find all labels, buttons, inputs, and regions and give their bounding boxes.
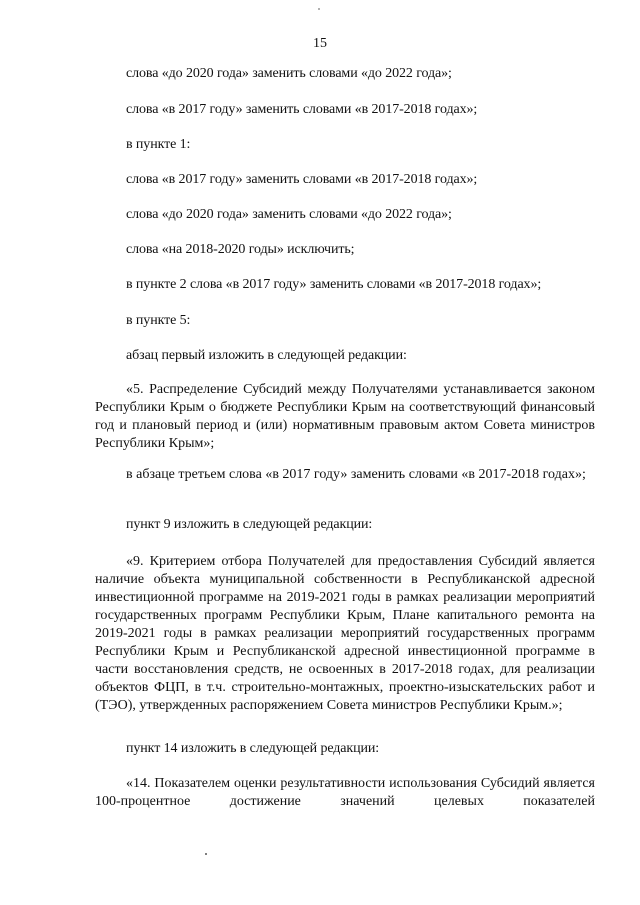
text-line: в пункте 1: xyxy=(126,137,191,152)
paragraph-9: «9. Критерием отбора Получателей для предоставления Субсидий является наличие объекта муниципальной собственности в Республиканской адресной инвестиционной программе на 2019-2021 годы в рамках реализации мероприятий государственных программ Республики Крым, Плане капитального ремонта на 2019-2021 годы в рамках реализации мероприятий государственных программ Республики Крым и Республиканской адресной инвестиционной программе в части восстановления средств, не освоенных в 2017-2018 годах, для реализации объектов ФЦП, в т.ч. строительно-монтажных, проектно-изыскательских работ и (ТЭО), утвержденных распоряжением Совета министров Республики Крым.»; xyxy=(95,554,595,713)
scan-speck xyxy=(318,8,320,10)
text-line: слова «до 2020 года» заменить словами «до 2022 года»; xyxy=(126,207,452,222)
text-line: абзац первый изложить в следующей редакции: xyxy=(126,348,407,363)
text-line: слова «до 2020 года» заменить словами «до 2022 года»; xyxy=(126,66,452,81)
paragraph-14: «14. Показателем оценки результативности использования Субсидий является 100-процентное достижение значений целевых показателей xyxy=(95,776,595,809)
text-line: слова «в 2017 году» заменить словами «в 2017-2018 годах»; xyxy=(126,172,478,187)
text-line: в пункте 5: xyxy=(126,313,191,328)
text-line: в пункте 2 слова «в 2017 году» заменить словами «в 2017-2018 годах»; xyxy=(126,277,542,292)
text-line: пункт 9 изложить в следующей редакции: xyxy=(126,517,373,532)
paragraph-abzac: в абзаце третьем слова «в 2017 году» заменить словами «в 2017-2018 годах»; xyxy=(126,467,586,482)
scan-speck xyxy=(205,853,207,855)
paragraph-5: «5. Распределение Субсидий между Получателями устанавливается законом Республики Крым о бюджете Республики Крым на соответствующий финансовый год и плановый период и (или) нормативным правовым актом Совета министров Республики Крым»; xyxy=(95,382,595,451)
text-line: слова «на 2018-2020 годы» исключить; xyxy=(126,242,355,257)
text-line: пункт 14 изложить в следующей редакции: xyxy=(126,741,380,756)
text-line: слова «в 2017 году» заменить словами «в 2017-2018 годах»; xyxy=(126,102,478,117)
page-number: 15 xyxy=(313,36,327,51)
